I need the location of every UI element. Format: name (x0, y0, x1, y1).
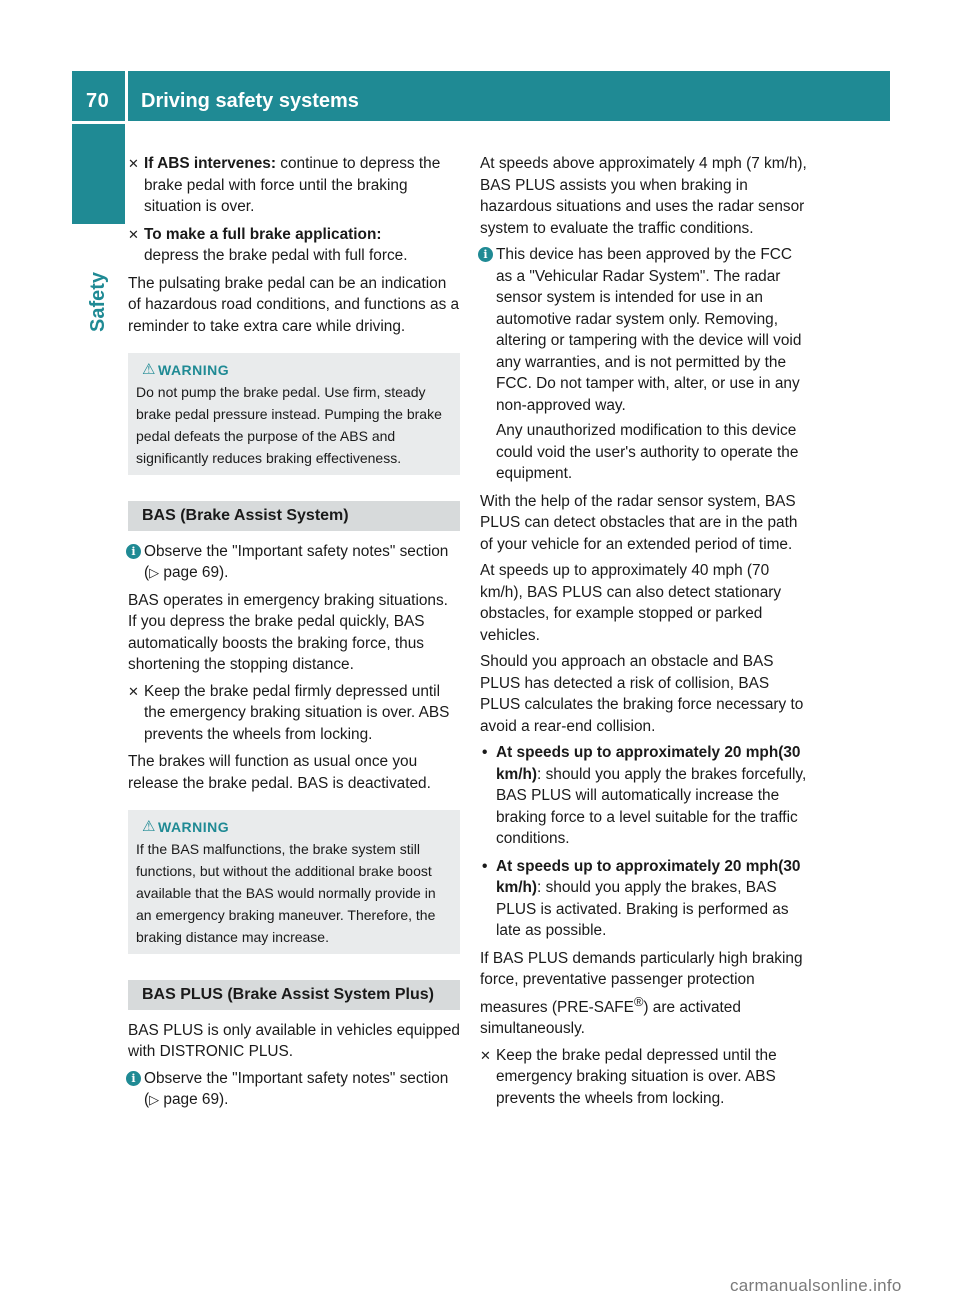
info-text[interactable]: page 69). (159, 1091, 229, 1108)
step-item (128, 153, 460, 218)
info-note (128, 1068, 460, 1111)
info-text: Observe the "Important safety notes" section ( (144, 1069, 449, 1108)
info-icon: i (126, 544, 141, 559)
warning-title (136, 816, 452, 838)
step-text: continue to depress the brake pedal with force until the braking situation is over. (144, 155, 441, 215)
paragraph-text: If BAS PLUS demands particularly high braking force, preventative passenger protection measures (PRE-SAFE (480, 949, 803, 1016)
info-text: Observe the "Important safety notes" section ( (144, 542, 449, 581)
registered-mark: ® (633, 993, 644, 1009)
side-tab (72, 124, 125, 224)
paragraph: Should you approach an obstacle and BAS PLUS has detected a risk of collision, BAS PLUS calculates the braking force necessary to avoid a rear-end collision. (480, 653, 804, 735)
step-bold: If ABS intervenes: (144, 155, 276, 172)
left-column (128, 153, 460, 1117)
bullet-text: : should you apply the brakes forcefully, BAS PLUS will automatically increase the braking force to a level suitable for the traffic conditions. (496, 765, 807, 847)
right-column (480, 153, 812, 1115)
step-text: depress the brake pedal with full force. (144, 247, 408, 264)
info-text[interactable]: page 69). (159, 564, 229, 581)
bullet-icon: • (482, 744, 488, 761)
section-heading: BAS (Brake Assist System) (128, 501, 460, 531)
page-title: Driving safety systems (141, 90, 359, 112)
bullet-bold: At speeds up to approximately 20 mph(30 km/h) (496, 744, 801, 783)
step-arrow-icon: ✕ (128, 226, 139, 242)
paragraph: The pulsating brake pedal can be an indication of hazardous road conditions, and functions as a reminder to take extra care while driving. (128, 274, 460, 335)
warning-text: Do not pump the brake pedal. Use firm, steady brake pedal pressure instead. Pumping the brake pedal defeats the purpose of the ABS and significantly reduces braking effectiveness. (136, 384, 442, 466)
page-number: 70 (86, 90, 110, 112)
info-note (480, 244, 812, 485)
info-note (128, 541, 460, 584)
step-arrow-icon: ✕ (480, 1047, 491, 1063)
step-text: Keep the brake pedal depressed until the emergency braking situation is over. ABS prevents the wheels from locking. (496, 1046, 777, 1107)
paragraph: BAS operates in emergency braking situations. If you depress the brake pedal quickly, BAS automatically boosts the braking force, thus shortening the stopping distance. (128, 591, 448, 673)
step-arrow-icon: ✕ (128, 156, 139, 171)
warning-box (128, 353, 460, 475)
page-ref-icon: ▷ (149, 565, 160, 580)
step-arrow-icon: ✕ (128, 683, 139, 699)
warning-title-text: WARNING (158, 362, 230, 378)
bullet-item (480, 856, 812, 942)
paragraph: The brakes will function as usual once you release the brake pedal. BAS is deactivated. (128, 753, 431, 792)
step-text: Keep the brake pedal firmly depressed until the emergency braking situation is over. ABS prevents the wheels from locking. (144, 682, 450, 743)
section-heading: BAS PLUS (Brake Assist System Plus) (128, 980, 460, 1010)
step-item (128, 681, 460, 746)
info-text: Any unauthorized modification to this device could void the user's authority to operate the equipment. (496, 422, 799, 482)
info-text: This device has been approved by the FCC as a "Vehicular Radar System". The radar sensor system is intended for use in an automotive radar system only. Removing, altering or tampering with the device will void any warranties, and is not permitted by the FCC. Do not tamper with, alter, or use in any non-approved way. (496, 246, 802, 414)
paragraph: At speeds above approximately 4 mph (7 km/h), BAS PLUS assists you when braking in hazardous situations and uses the radar sensor system to evaluate the traffic conditions. (480, 155, 807, 237)
footer-watermark: carmanualsonline.info (730, 1276, 902, 1295)
paragraph: At speeds up to approximately 40 mph (70 km/h), BAS PLUS can also detect stationary obstacles, for example stopped or parked vehicles. (480, 562, 782, 644)
bullet-text: : should you apply the brakes, BAS PLUS is activated. Braking is performed as late as possible. (496, 879, 789, 939)
side-label: Safety (87, 271, 109, 332)
bullet-bold: At speeds up to approximately 20 mph(30 km/h) (496, 857, 801, 896)
warning-icon: ⚠ (142, 818, 156, 835)
info-icon: i (126, 1071, 141, 1086)
paragraph (480, 948, 812, 1040)
step-item (480, 1045, 812, 1110)
warning-title-text: WARNING (158, 819, 230, 835)
paragraph: With the help of the radar sensor system, BAS PLUS can detect obstacles that are in the path of your vehicle for an extended period of time. (480, 492, 798, 553)
warning-icon: ⚠ (142, 361, 156, 378)
paragraph: BAS PLUS is only available in vehicles equipped with DISTRONIC PLUS. (128, 1021, 460, 1060)
info-icon: i (478, 247, 493, 262)
header-divider (125, 71, 128, 121)
warning-title (136, 359, 452, 381)
step-bold: To make a full brake application: (144, 225, 382, 243)
page-ref-icon: ▷ (149, 1092, 160, 1107)
warning-text: If the BAS malfunctions, the brake system still functions, but without the additional brake boost available that the BAS would normally provide in an emergency braking maneuver. Therefore, the braking distance may increase. (136, 841, 436, 945)
bullet-item (480, 742, 812, 850)
bullet-icon: • (482, 857, 488, 875)
warning-box (128, 810, 460, 954)
paragraph-text: ) are activated simultaneously. (480, 998, 741, 1038)
step-item (128, 224, 460, 267)
